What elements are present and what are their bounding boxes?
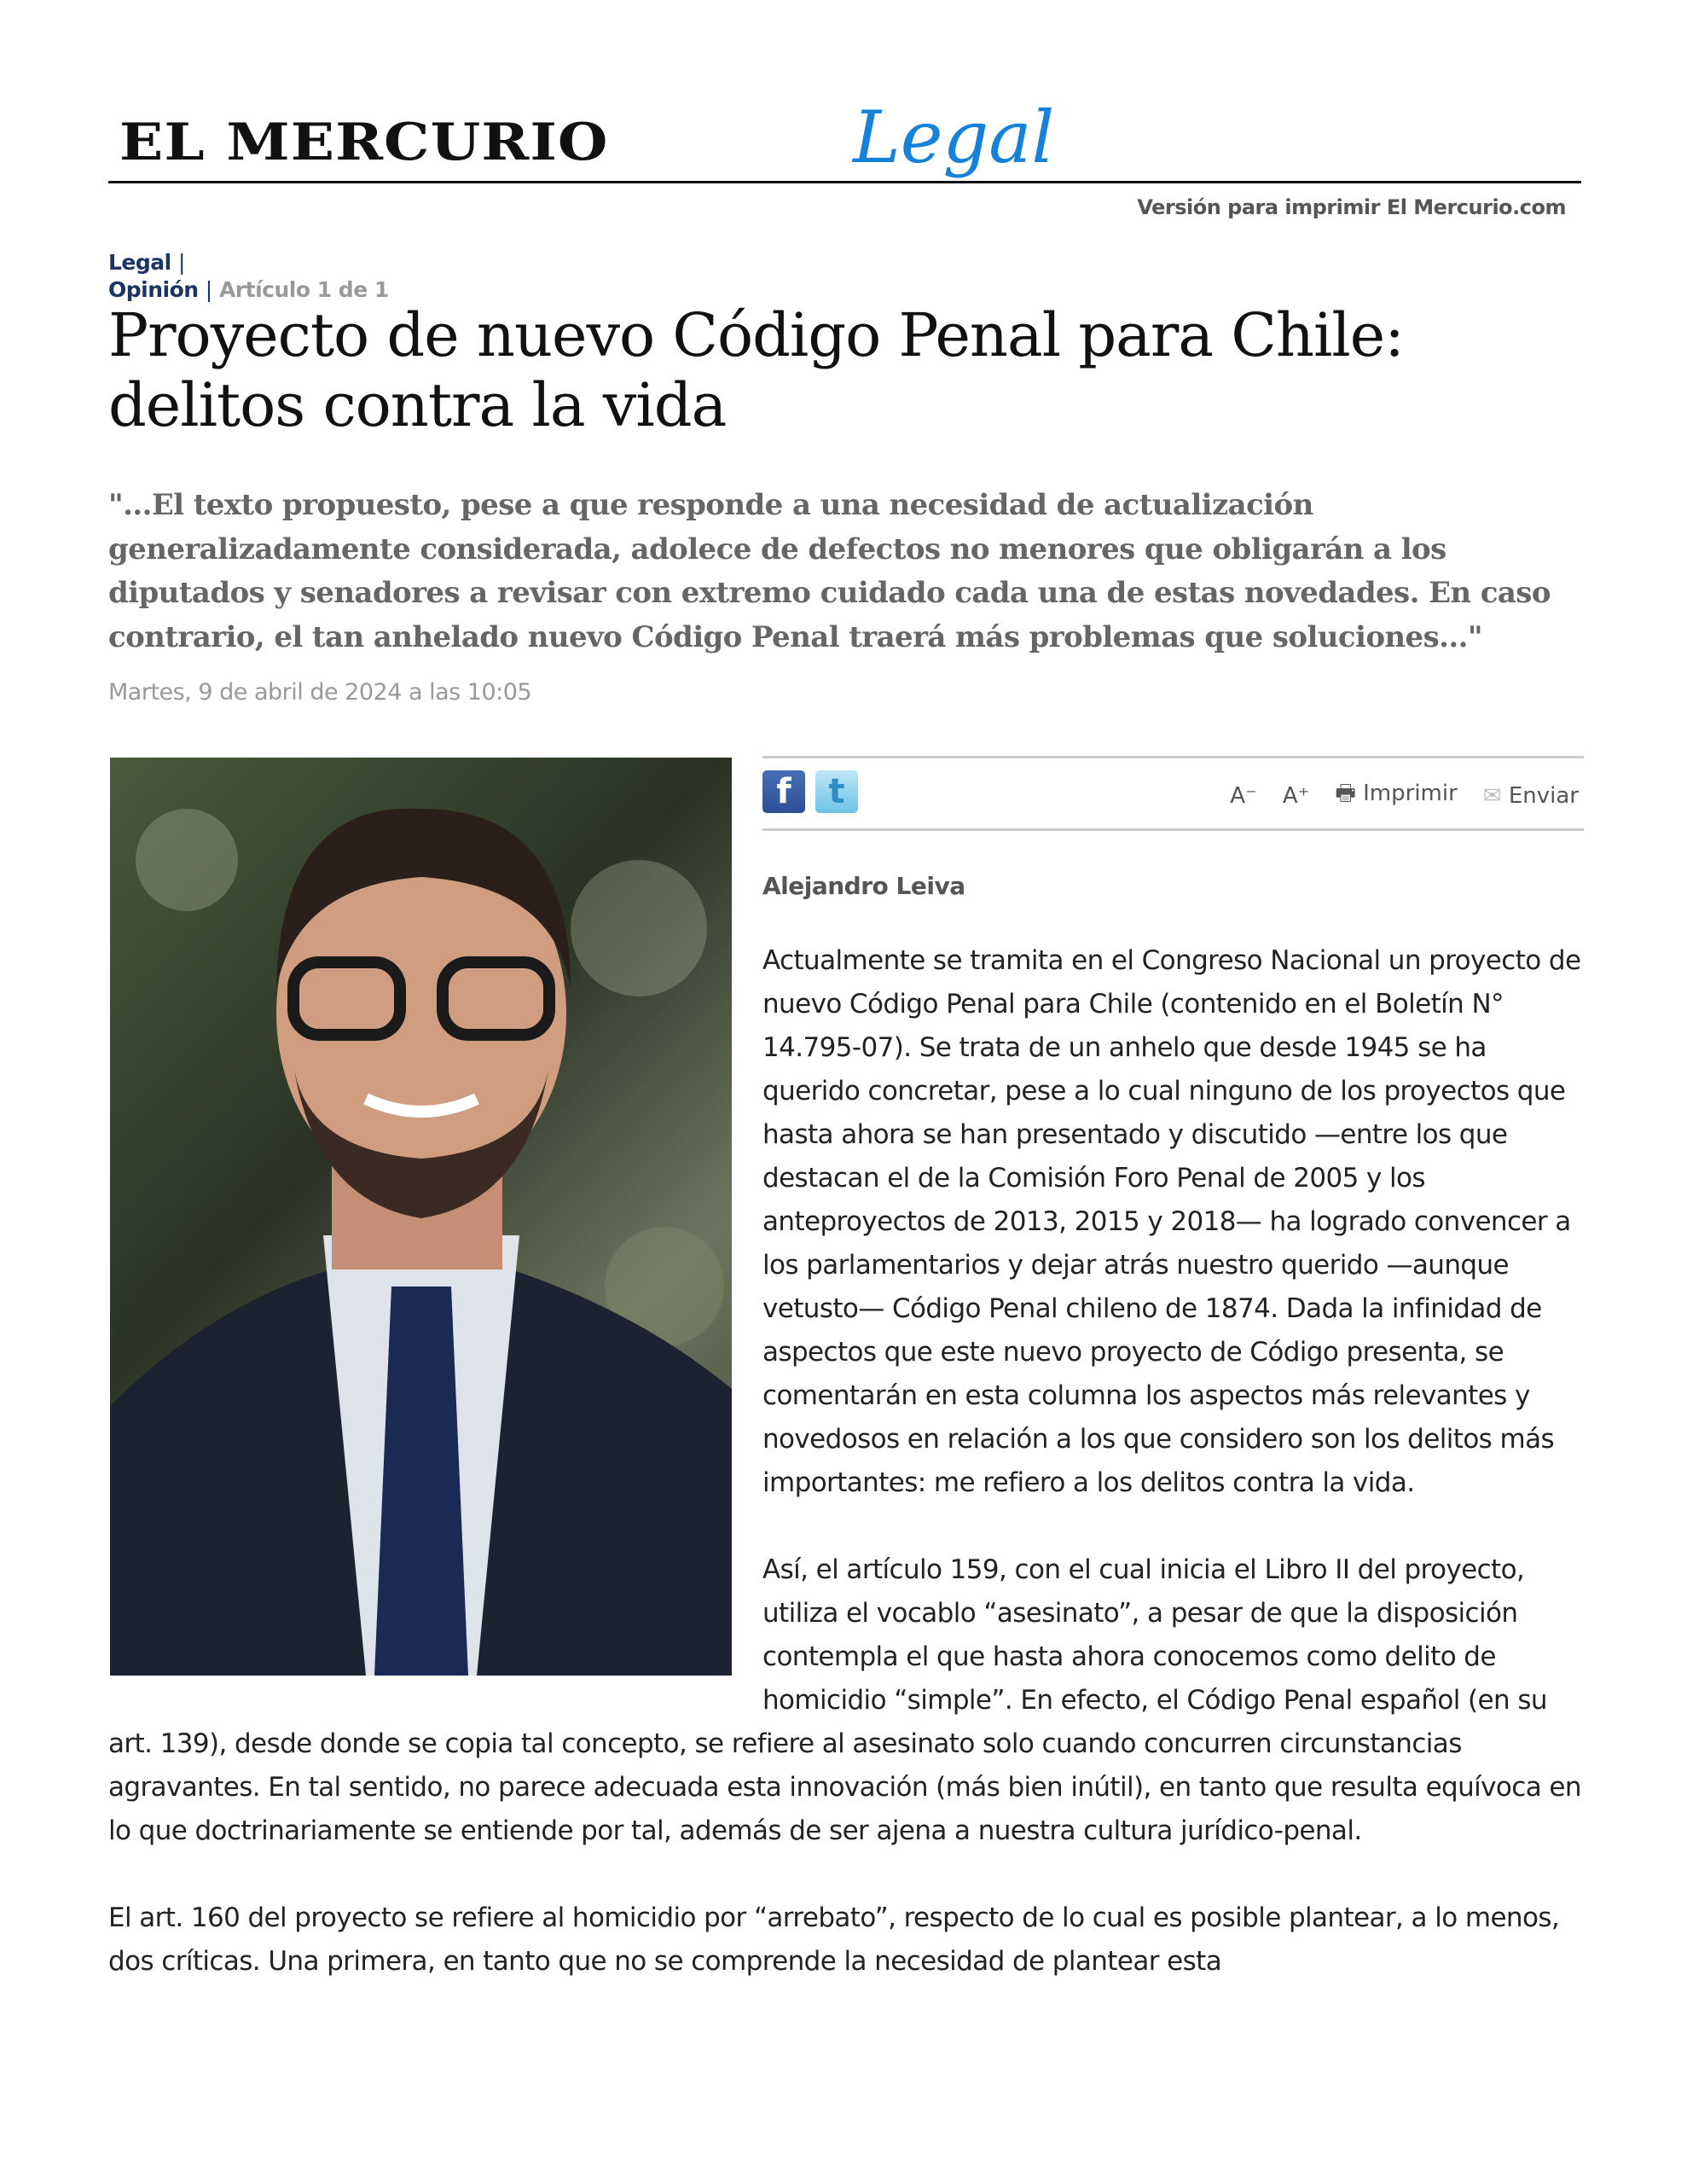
article-author: Alejandro Leiva — [762, 872, 965, 900]
article-date: Martes, 9 de abril de 2024 a las 10:05 — [108, 679, 532, 706]
breadcrumb-legal[interactable]: Legal — [108, 250, 171, 275]
header-divider — [108, 181, 1581, 183]
breadcrumb-opinion[interactable]: Opinión — [108, 277, 199, 302]
legal-section-logo[interactable]: Legal — [853, 96, 1055, 179]
increase-font-button[interactable]: A⁺ — [1282, 783, 1310, 809]
envelope-icon: ✉ — [1482, 783, 1502, 809]
article-paragraph: Así, el artículo 159, con el cual inicia el Libro II del proyecto, utiliza el vocablo “asesinato”, a pesar de que la disposición contempla el que hasta ahora conocemos como delito de homicidio “simple”. En efecto, el Código Penal español (en su art. 139), desde donde se copia tal concepto, se refiere al asesinato solo cuando concurren circunstancias agravantes. En tal sentido, no parece adecuada esta innovación (más bien inútil), en tanto que resulta equívoca en lo que doctrinariamente se entiende por tal, además de ser ajena a nuestra cultura jurídico-penal. — [108, 1554, 1581, 1846]
printer-icon: 🖶 — [1335, 781, 1356, 806]
decrease-font-button[interactable]: A⁻ — [1230, 783, 1257, 809]
article-paragraph: El art. 160 del proyecto se refiere al homicidio por “arrebato”, respecto de lo cual es posible plantear, a lo menos, dos críticas. Una primera, en tanto que no se comprende la necesidad de plantear esta — [108, 1902, 1560, 1977]
breadcrumb — [108, 249, 389, 304]
send-label: Enviar — [1508, 783, 1579, 809]
el-mercurio-logo[interactable]: EL MERCURIO — [119, 113, 609, 172]
article-lead-quote: "...El texto propuesto, pese a que responde a una necesidad de actualización generalizadamente considerada, adolece de defectos no menores que obligarán a los diputados y senadores a revisar con extremo cuidado cada una de estas novedades. En caso contrario, el tan anhelado nuevo Código Penal traerá más problemas que soluciones..." — [108, 488, 1551, 654]
article-count: Artículo 1 de 1 — [218, 277, 389, 302]
article-content — [108, 756, 1584, 2027]
print-label: Imprimir — [1363, 781, 1458, 806]
breadcrumb-separator: | — [205, 277, 212, 302]
article-toolbar — [762, 756, 1584, 831]
author-photo — [110, 758, 732, 1676]
print-button[interactable] — [1335, 777, 1457, 815]
print-version-label: Versión para imprimir El Mercurio.com — [1137, 195, 1566, 219]
article-title: Proyecto de nuevo Código Penal para Chile: delitos contra la vida — [108, 300, 1404, 440]
article-paragraph: Actualmente se tramita en el Congreso Nacional un proyecto de nuevo Código Penal para Chile (contenido en el Boletín N° 14.795-07). Se trata de un anhelo que desde 1945 se ha querido concretar, pese a lo cual ninguno de los proyectos que hasta ahora se han presentado y discutido —entre los que destacan el de la Comisión Foro Penal de 2005 y los anteproyectos de 2013, 2015 y 2018— ha logrado convencer a los parlamentarios y dejar atrás nuestro querido —aunque vetusto— Código Penal chileno de 1874. Dada la infinidad de aspectos que este nuevo proyecto de Código presenta, se comentarán en esta columna los aspectos más relevantes y novedosos en relación a los que considero son los delitos más importantes: me refiero a los delitos contra la vida. — [762, 945, 1581, 1498]
facebook-share-button[interactable]: f — [762, 770, 805, 813]
breadcrumb-separator: | — [177, 250, 185, 275]
send-button[interactable] — [1483, 783, 1579, 809]
author-portrait-image — [110, 758, 732, 1676]
twitter-share-button[interactable]: t — [815, 770, 858, 813]
